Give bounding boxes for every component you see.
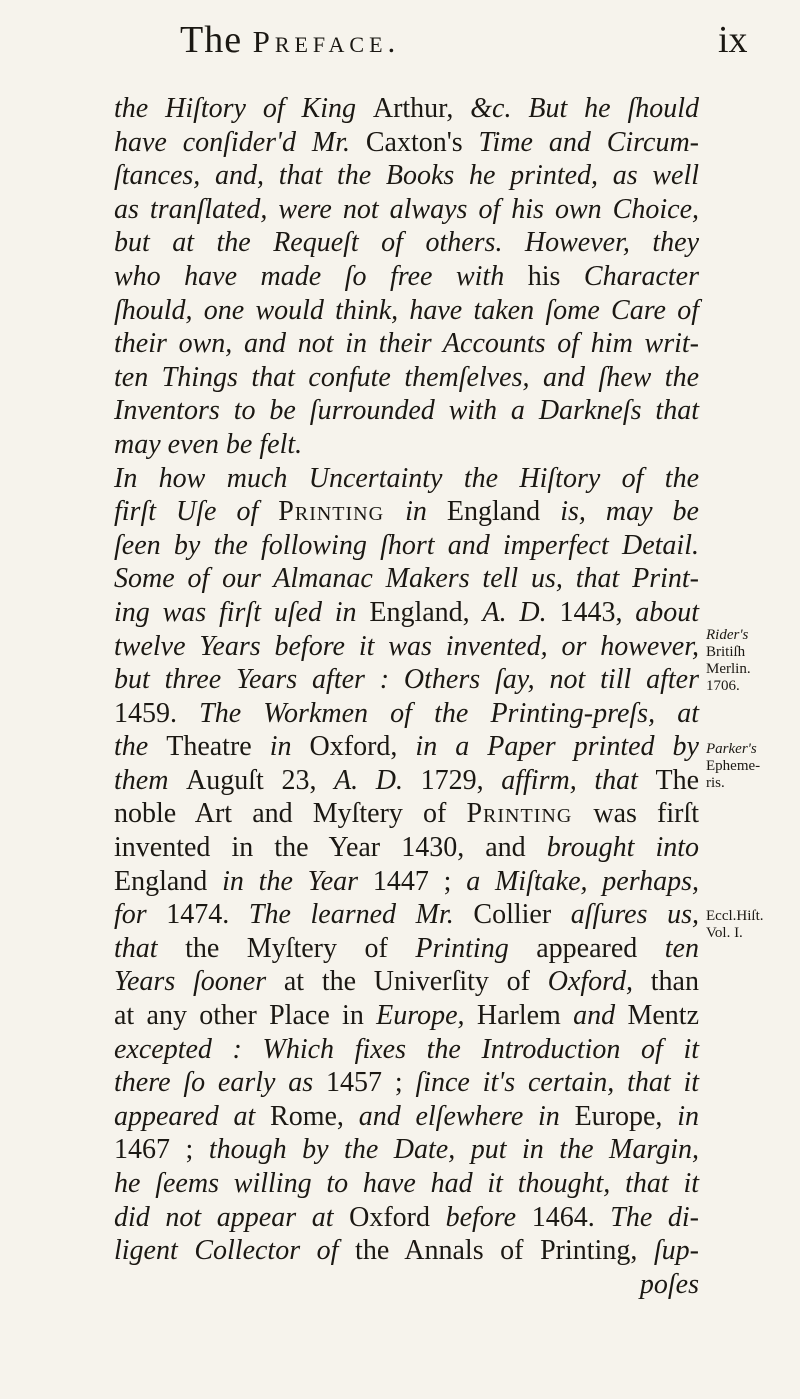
text-segment: that <box>114 932 186 964</box>
text-segment: appeared <box>536 932 665 964</box>
text-segment: The di- <box>610 1201 700 1233</box>
text-line <box>114 831 699 865</box>
text-line <box>114 529 699 563</box>
text-line <box>114 1133 699 1167</box>
text-segment: in <box>677 1100 699 1132</box>
text-line <box>114 1100 699 1134</box>
text-line <box>114 999 699 1033</box>
text-segment: Oxford, <box>309 731 416 763</box>
margin-note-eccl-hist <box>706 908 800 942</box>
text-segment: 1467 ; <box>114 1134 209 1166</box>
text-segment: ſhould, one would think, have taken ſome Care of <box>114 294 699 326</box>
text-segment: Oxford, <box>547 966 651 998</box>
text-line <box>114 1201 699 1235</box>
text-segment: but at the Requeſt of others. However, they <box>114 227 699 259</box>
text-segment: 1729, <box>420 764 502 796</box>
text-line <box>114 327 699 361</box>
text-segment: Arthur, <box>372 93 471 124</box>
text-segment: his <box>527 260 584 292</box>
text-segment: Auguſt 23, <box>186 764 335 796</box>
text-segment: at the Univerſity of <box>283 966 548 998</box>
text-segment: Hiſtory of King <box>165 93 373 124</box>
text-line <box>114 932 699 966</box>
text-segment: there ſo early as <box>114 1067 326 1099</box>
text-segment: England <box>446 496 561 528</box>
margin-note-line: Vol. I. <box>706 925 743 941</box>
margin-note-line: 1706. <box>706 678 740 694</box>
text-segment: &c. But he ſhould <box>470 93 699 124</box>
page-number: ix <box>718 19 748 61</box>
text-segment: who have made ſo free with <box>114 260 528 292</box>
text-segment: The <box>655 764 700 796</box>
text-segment: the Myſtery of <box>185 932 416 964</box>
text-segment: the Annals of Printing, <box>355 1235 654 1267</box>
text-segment: affirm, that <box>501 764 656 796</box>
text-segment: Printing <box>466 798 594 830</box>
text-segment: about <box>635 596 700 628</box>
running-head-smallcaps: Preface. <box>252 24 401 59</box>
text-line <box>114 630 699 664</box>
text-segment: firſt Uſe of <box>114 496 279 528</box>
text-segment: Years ſooner <box>114 966 284 998</box>
margin-note-line: Epheme- <box>706 758 761 774</box>
text-line <box>114 428 699 462</box>
margin-note-riders-british-merlin <box>706 627 800 695</box>
text-line <box>114 1234 699 1268</box>
text-segment: ten Things that confute themſelves, and ſhew the <box>114 361 699 393</box>
text-segment: may even be felt. <box>114 428 303 460</box>
text-line <box>114 596 699 630</box>
text-line <box>114 361 699 395</box>
text-segment: In how much Uncertainty the Hiſtory of the <box>114 462 699 494</box>
text-line <box>114 394 699 428</box>
text-segment: noble Art and Myſtery of <box>114 798 467 830</box>
text-segment: have conſider'd Mr. <box>114 126 366 158</box>
text-segment: 1464. <box>531 1201 611 1233</box>
text-segment: Harlem <box>476 1000 574 1032</box>
text-segment: Europe, <box>574 1100 678 1132</box>
running-head <box>180 18 400 62</box>
text-line <box>114 730 699 764</box>
text-line <box>114 92 699 126</box>
text-line <box>114 1066 699 1100</box>
running-head-initial: The <box>180 19 253 61</box>
text-segment: in a Paper printed by <box>415 731 699 763</box>
text-line <box>114 495 699 529</box>
text-segment: in <box>405 496 447 528</box>
body-text <box>114 92 699 1301</box>
text-segment: The Workmen of the Printing-preſs, at <box>199 697 700 729</box>
text-line <box>114 126 699 160</box>
text-segment: Character <box>583 260 699 292</box>
text-segment: Theatre <box>166 731 270 763</box>
text-segment: aſſures us, <box>570 899 700 931</box>
text-segment: A. D. <box>334 764 421 796</box>
text-segment: Collier <box>473 899 571 931</box>
text-line <box>114 462 699 496</box>
page-header <box>0 18 800 78</box>
text-segment: 1457 ; <box>326 1067 416 1099</box>
text-segment: but three Years after : Others ſay, not till after <box>114 664 699 696</box>
text-segment: at any other Place in <box>114 1000 377 1032</box>
text-line <box>114 226 699 260</box>
text-line <box>114 193 699 227</box>
text-segment: them <box>114 764 187 796</box>
text-segment: ſeen by the following ſhort and imperfect Detail. <box>114 529 699 561</box>
text-segment: poſes <box>639 1268 699 1300</box>
margin-note-parkers-ephemeris <box>706 741 800 792</box>
margin-note-line: Parker's <box>706 741 757 757</box>
text-line <box>114 965 699 999</box>
text-segment: ſtances, and, that the Books he printed, as well <box>114 160 699 192</box>
text-line <box>114 562 699 596</box>
text-segment: Time and Circum- <box>478 126 699 158</box>
margin-note-line: Rider's <box>706 627 749 643</box>
text-segment: Inventors to be ſurrounded with a Darkneſs that <box>114 395 699 427</box>
text-segment: before <box>445 1201 532 1233</box>
margin-note-line: ris. <box>706 775 725 791</box>
text-segment: did not appear at <box>114 1201 350 1233</box>
text-segment: the <box>114 93 166 124</box>
text-segment: England, <box>369 596 483 628</box>
text-line <box>114 697 699 731</box>
text-segment: ing was firſt uſed in <box>114 596 370 628</box>
text-segment: Rome, <box>270 1100 359 1132</box>
text-segment: Caxton's <box>365 126 479 158</box>
text-segment: A. D. <box>482 596 560 628</box>
text-line <box>114 1167 699 1201</box>
text-segment: he ſeems willing to have had it thought, that it <box>114 1168 699 1199</box>
text-segment: Oxford <box>349 1201 446 1233</box>
text-segment: twelve Years before it was invented, or however, <box>114 630 699 662</box>
text-segment: ten <box>664 932 699 964</box>
text-line <box>114 1033 699 1067</box>
text-line <box>114 865 699 899</box>
text-line <box>114 260 699 294</box>
text-line <box>114 797 699 831</box>
text-segment: ſince it's certain, that it <box>415 1067 700 1099</box>
text-segment: invented in the Year 1430, and <box>114 832 547 864</box>
text-line <box>114 1268 699 1302</box>
text-segment: is, may be <box>560 496 699 528</box>
text-segment: the <box>114 731 167 763</box>
text-segment: and elſewhere in <box>358 1100 575 1132</box>
text-segment: Printing <box>278 496 406 528</box>
text-segment: though by the Date, put in the Margin, <box>208 1134 699 1166</box>
text-segment: Some of our Almanac Makers tell us, that Print- <box>114 563 699 595</box>
text-segment: brought into <box>546 832 700 864</box>
margin-note-line: Britiſh <box>706 644 746 660</box>
text-segment: and <box>573 1000 628 1032</box>
text-segment: ligent Collector of <box>114 1235 356 1267</box>
text-segment: their own, and not in their Accounts of him writ- <box>114 328 699 360</box>
text-segment: Mentz <box>627 1000 699 1032</box>
text-segment: in the Year <box>222 865 373 897</box>
text-segment: appeared at <box>114 1100 271 1132</box>
text-segment: Printing <box>415 932 537 964</box>
text-segment: than <box>650 966 699 998</box>
text-segment: excepted : Which fixes the Introduction of it <box>114 1033 699 1065</box>
text-segment: 1474. <box>166 899 249 931</box>
text-segment: The learned Mr. <box>248 899 474 931</box>
margin-note-line: Merlin. <box>706 661 751 677</box>
text-line <box>114 159 699 193</box>
text-segment: for <box>114 899 167 931</box>
text-segment: as tranſlated, were not always of his own Choice, <box>114 193 699 225</box>
text-segment: 1447 ; <box>372 865 467 897</box>
text-segment: in <box>269 731 310 763</box>
text-segment: a Miſtake, perhaps, <box>466 865 700 897</box>
margin-note-line: Eccl.Hiſt. <box>706 908 764 924</box>
text-segment: 1459. <box>114 697 200 729</box>
text-line <box>114 764 699 798</box>
text-line <box>114 294 699 328</box>
text-segment: was firſt <box>593 798 700 830</box>
text-segment: ſup- <box>653 1235 700 1267</box>
text-line <box>114 898 699 932</box>
text-line <box>114 663 699 697</box>
text-segment: England <box>114 865 223 897</box>
text-segment: Europe, <box>376 1000 477 1032</box>
text-segment: 1443, <box>559 596 636 628</box>
